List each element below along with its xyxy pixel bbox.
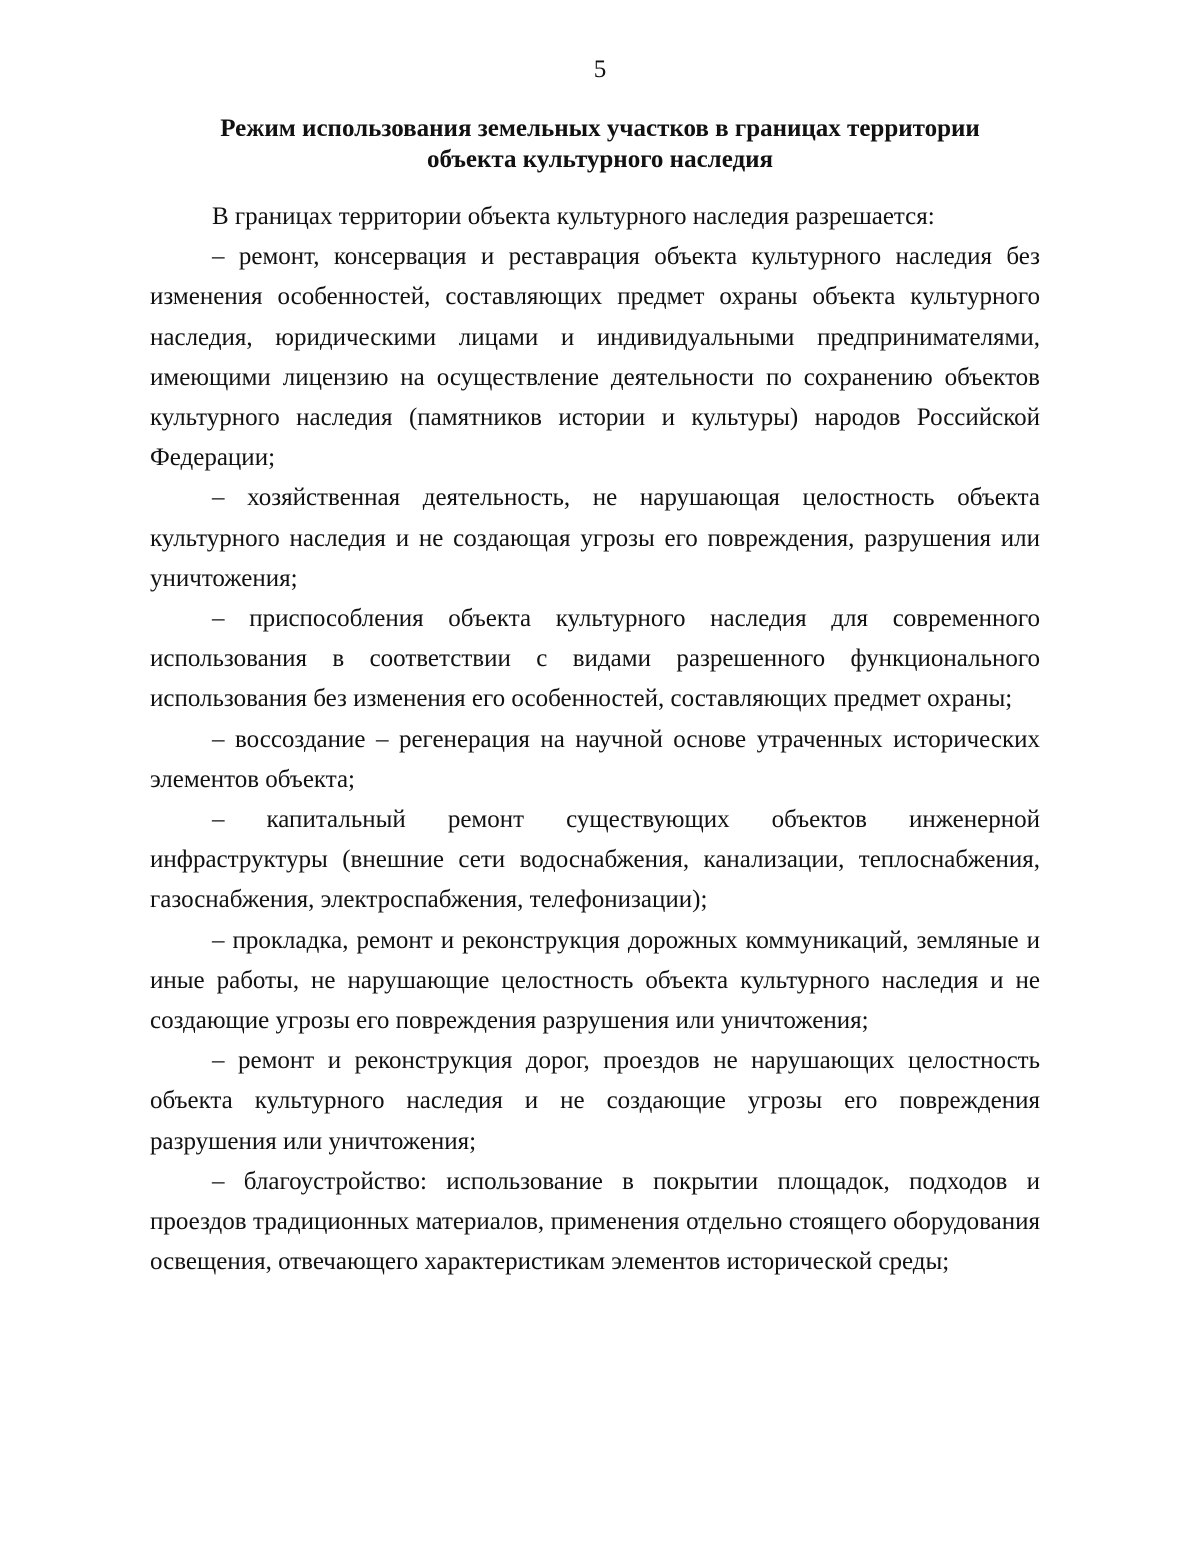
intro-paragraph: В границах территории объекта культурного наследия разрешается: [212,203,935,230]
section-title-line: объекта культурного наследия [426,146,774,173]
list-item-adaptation: – приспособления объекта культурного наследия для современного использования в соответствии с видами разрешенного функционального использования без изменения его особенностей, составляющих предмет охраны; [150,605,1040,713]
list-item-road-reconstruction: – ремонт и реконструкция дорог, проездов не нарушающих целостность объекта культурного наследия и не создающие угрозы его повреждения разрушения или уничтожения; [150,1047,1040,1155]
list-item-recreation: – воссоздание – регенерация на научной основе утраченных исторических элементов объекта; [150,725,1040,793]
section-title [170,113,1030,175]
page-number: 5 [593,56,607,83]
list-item-restoration: – ремонт, консервация и реставрация объекта культурного наследия без изменения особенностей, составляющих предмет охраны объекта культурного наследия, юридическими лицами и индивидуальными предпринимателями, имеющими лицензию на осуществление деятельности по сохранению объектов культурного наследия (памятников истории и культуры) народов Российской Федерации; [150,243,1040,472]
list-item-landscaping: – благоустройство: использование в покрытии площадок, подходов и проездов традиционных материалов, применения отдельно стоящего оборудования освещения, отвечающего характеристикам элементов исторической среды; [150,1167,1040,1276]
document-body [150,197,1040,1282]
list-item-infrastructure-repair: – капитальный ремонт существующих объектов инженерной инфраструктуры (внешние сети водоснабжения, канализации, теплоснабжения, газоснабжения, электроспабжения, телефонизации); [150,806,1040,914]
section-title-line: Режим использования земельных участков в границах территории [220,115,980,142]
list-item-economic-activity: – хозяйственная деятельность, не нарушающая целостность объекта культурного наследия и не создающая угрозы его повреждения, разрушения или уничтожения; [150,484,1040,592]
list-item-road-communications: – прокладка, ремонт и реконструкция дорожных коммуникаций, земляные и иные работы, не нарушающие целостность объекта культурного наследия и не создающие угрозы его повреждения разрушения или уничтожения; [150,926,1040,1035]
